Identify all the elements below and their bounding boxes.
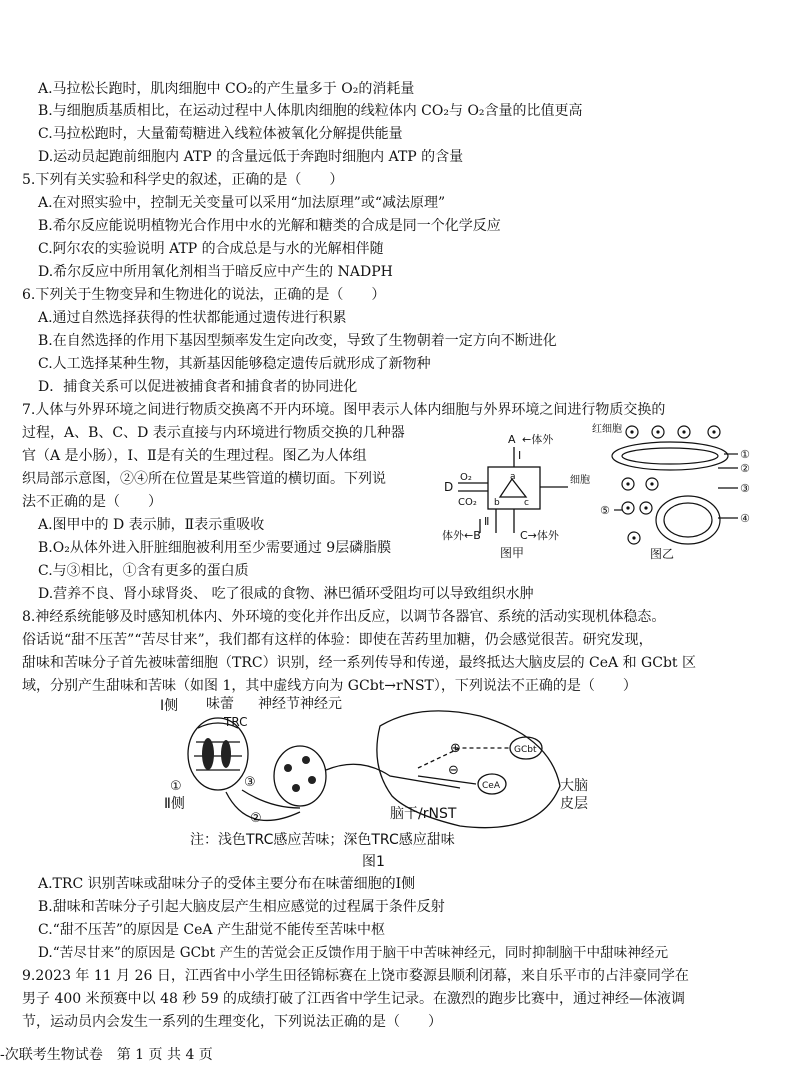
jia-cell-label: 细胞 (570, 475, 590, 486)
q6-option-c: C.人工选择某种生物，其新基因能够稳定遗传后就形成了新物种 (38, 356, 431, 372)
figure-jia (440, 425, 610, 565)
q5-option-a: A.在对照实验中，控制无关变量可以采用“加法原理”或“减法原理” (38, 195, 446, 211)
fig1-side-2: Ⅱ侧 (164, 796, 185, 812)
fig1-cea-label: CeA (482, 781, 500, 791)
fig1-ganglion-label: 神经节神经元 (258, 696, 342, 712)
q8-stem-line-4: 域，分别产生甜味和苦味（如图 1，其中虚线方向为 GCbt→rNST），下列说法不正确的是（ ） (22, 678, 637, 694)
q6-stem: 6.下列关于生物变异和生物进化的说法，正确的是（ ） (22, 287, 386, 303)
jia-o2: O₂ (460, 472, 472, 483)
q7-option-d: D.营养不良、肾小球肾炎、 吃了很咸的食物、淋巴循环受阻均可以导致组织水肿 (38, 586, 534, 602)
jia-node-a: a (510, 472, 516, 482)
fig1-num-2: ② (250, 811, 262, 826)
fig1-cortex-label-1: 大脑 (560, 778, 588, 794)
capillary-cross-section (612, 442, 728, 470)
q7-stem-line-2: 过程，A、B、C、D 表示直接与内环境进行物质交换的几种器 (22, 425, 405, 441)
q5-stem: 5.下列有关实验和科学史的叙述，正确的是（ ） (22, 172, 344, 188)
q8-option-c: C.“甜不压苦”的原因是 CeA 产生甜觉不能传至苦味中枢 (38, 922, 385, 938)
q4-option-a: A.马拉松长跑时，肌肉细胞中 CO₂的产生量多于 O₂的消耗量 (38, 81, 415, 97)
fig1-caption: 图1 (362, 854, 385, 870)
yi-num-5: ⑤ (600, 504, 610, 517)
q6-option-b: B.在自然选择的作用下基因型频率发生定向改变，导致了生物朝着一定方向不断进化 (38, 333, 557, 349)
fig1-num-3: ③ (244, 775, 256, 790)
fig1-trc-label: TRC (224, 715, 248, 729)
yi-num-3: ③ (740, 482, 750, 495)
jia-roman-2: Ⅱ (484, 515, 490, 528)
jia-node-c: c (524, 498, 529, 508)
q4-option-b: B.与细胞质基质相比，在运动过程中人体肌肉细胞的线粒体内 CO₂与 O₂含量的比值更高 (38, 103, 583, 119)
figure-yi (588, 418, 758, 568)
jia-node-b: b (494, 498, 500, 508)
fig1-side-1: Ⅰ侧 (160, 698, 179, 714)
q7-option-a: A.图甲中的 D 表示肺，Ⅱ表示重吸收 (38, 517, 265, 533)
q4-option-c: C.马拉松跑时，大量葡萄糖进入线粒体被氧化分解提供能量 (38, 126, 403, 142)
q8-stem-line-1: 8.神经系统能够及时感知机体内、外环境的变化并作出反应，以调节各器官、系统的活动实现机体稳态。 (22, 609, 666, 625)
yi-num-1: ① (740, 448, 750, 461)
jia-label-outside-b: 体外←B (442, 529, 481, 542)
q7-stem-line-3: 官（A 是小肠），Ⅰ、Ⅱ是有关的生理过程。图乙为人体组 (22, 448, 367, 464)
yi-num-4: ④ (740, 512, 750, 525)
page-footer: -次联考生物试卷 第 1 页 共 4 页 (0, 1047, 213, 1063)
jia-co2: CO₂ (458, 497, 477, 508)
q5-option-c: C.阿尔农的实验说明 ATP 的合成总是与水的光解相伴随 (38, 241, 384, 257)
q9-stem-line-2: 男子 400 米预赛中以 48 秒 59 的成绩打破了江西省中学生记录。在激烈的跑步比赛中，通过神经—体液调 (22, 991, 686, 1007)
jia-caption: 图甲 (500, 546, 525, 560)
yi-caption: 图乙 (650, 547, 675, 561)
yi-rbc-label: 红细胞 (592, 424, 622, 435)
q8-option-b: B.甜味和苦味分子引起大脑皮层产生相应感觉的过程属于条件反射 (38, 899, 445, 915)
q7-stem-line-1: 7.人体与外界环境之间进行物质交换离不开内环境。图甲表示人体内细胞与外界环境之间进行物质交换的 (22, 402, 666, 418)
jia-label-c: C→体外 (520, 529, 559, 542)
fig1-num-1: ① (170, 779, 182, 794)
q7-stem-line-4: 织局部示意图，②④所在位置是某些管道的横切面。下列说 (22, 471, 386, 487)
q9-stem-line-3: 节，运动员内会发生一系列的生理变化，下列说法正确的是（ ） (22, 1014, 442, 1030)
fig1-plus: ⊕ (450, 741, 461, 756)
yi-num-2: ② (740, 462, 750, 475)
q4-option-d: D.运动员起跑前细胞内 ATP 的含量远低于奔跑时细胞内 ATP 的含量 (38, 149, 464, 165)
q7-option-c: C.与③相比，①含有更多的蛋白质 (38, 563, 249, 579)
q8-option-a: A.TRC 识别苦味或甜味分子的受体主要分布在味蕾细胞的Ⅰ侧 (38, 876, 416, 892)
fig1-note: 注：浅色TRC感应苦味；深色TRC感应甜味 (190, 832, 455, 848)
q5-option-d: D.希尔反应中所用氧化剂相当于暗反应中产生的 NADPH (38, 264, 393, 280)
fig1-minus: ⊖ (448, 763, 459, 778)
ganglion (274, 746, 326, 806)
jia-label-outside-1: ←体外 (522, 433, 554, 446)
figure-1 (160, 696, 600, 872)
q7-option-b: B.O₂从体外进入肝脏细胞被利用至少需要通过 9层磷脂膜 (38, 540, 392, 556)
q8-stem-line-3: 甜味和苦味分子首先被味蕾细胞（TRC）识别，经一系列传导和传递，最终抵达大脑皮层的 CeA 和 GCbt 区 (22, 655, 696, 671)
jia-label-d: D (444, 480, 454, 494)
fig1-cortex-label-2: 皮层 (560, 796, 588, 812)
q6-option-a: A.通过自然选择获得的性状都能通过遗传进行积累 (38, 310, 347, 326)
jia-label-a: A (508, 433, 516, 446)
q5-option-b: B.希尔反应能说明植物光合作用中水的光解和糖类的合成是同一个化学反应 (38, 218, 501, 234)
q9-stem-line-1: 9.2023 年 11 月 26 日，江西省中小学生田径锦标赛在上饶市婺源县顺利闭幕，来自乐平市的占沣豪同学在 (22, 968, 689, 984)
jia-roman-1: Ⅰ (518, 449, 522, 462)
q8-stem-line-2: 俗话说“甜不压苦”“苦尽甘来”，我们都有这样的体验：即使在苦药里加糖，仍会感觉很苦。研究发现， (22, 632, 653, 648)
q8-option-d: D.“苦尽甘来”的原因是 GCbt 产生的苦觉会正反馈作用于脑干中苦味神经元，同时抑制脑干中甜味神经元 (38, 945, 669, 961)
fig1-gcbt-label: GCbt (514, 745, 537, 755)
fig1-taste-bud-label: 味蕾 (206, 696, 234, 712)
q6-option-d: D．捕食关系可以促进被捕食者和捕食者的协同进化 (38, 379, 358, 395)
fig1-brainstem-label: 脑干/rNST (390, 806, 457, 822)
q7-stem-line-5: 法不正确的是（ ） (22, 494, 162, 510)
